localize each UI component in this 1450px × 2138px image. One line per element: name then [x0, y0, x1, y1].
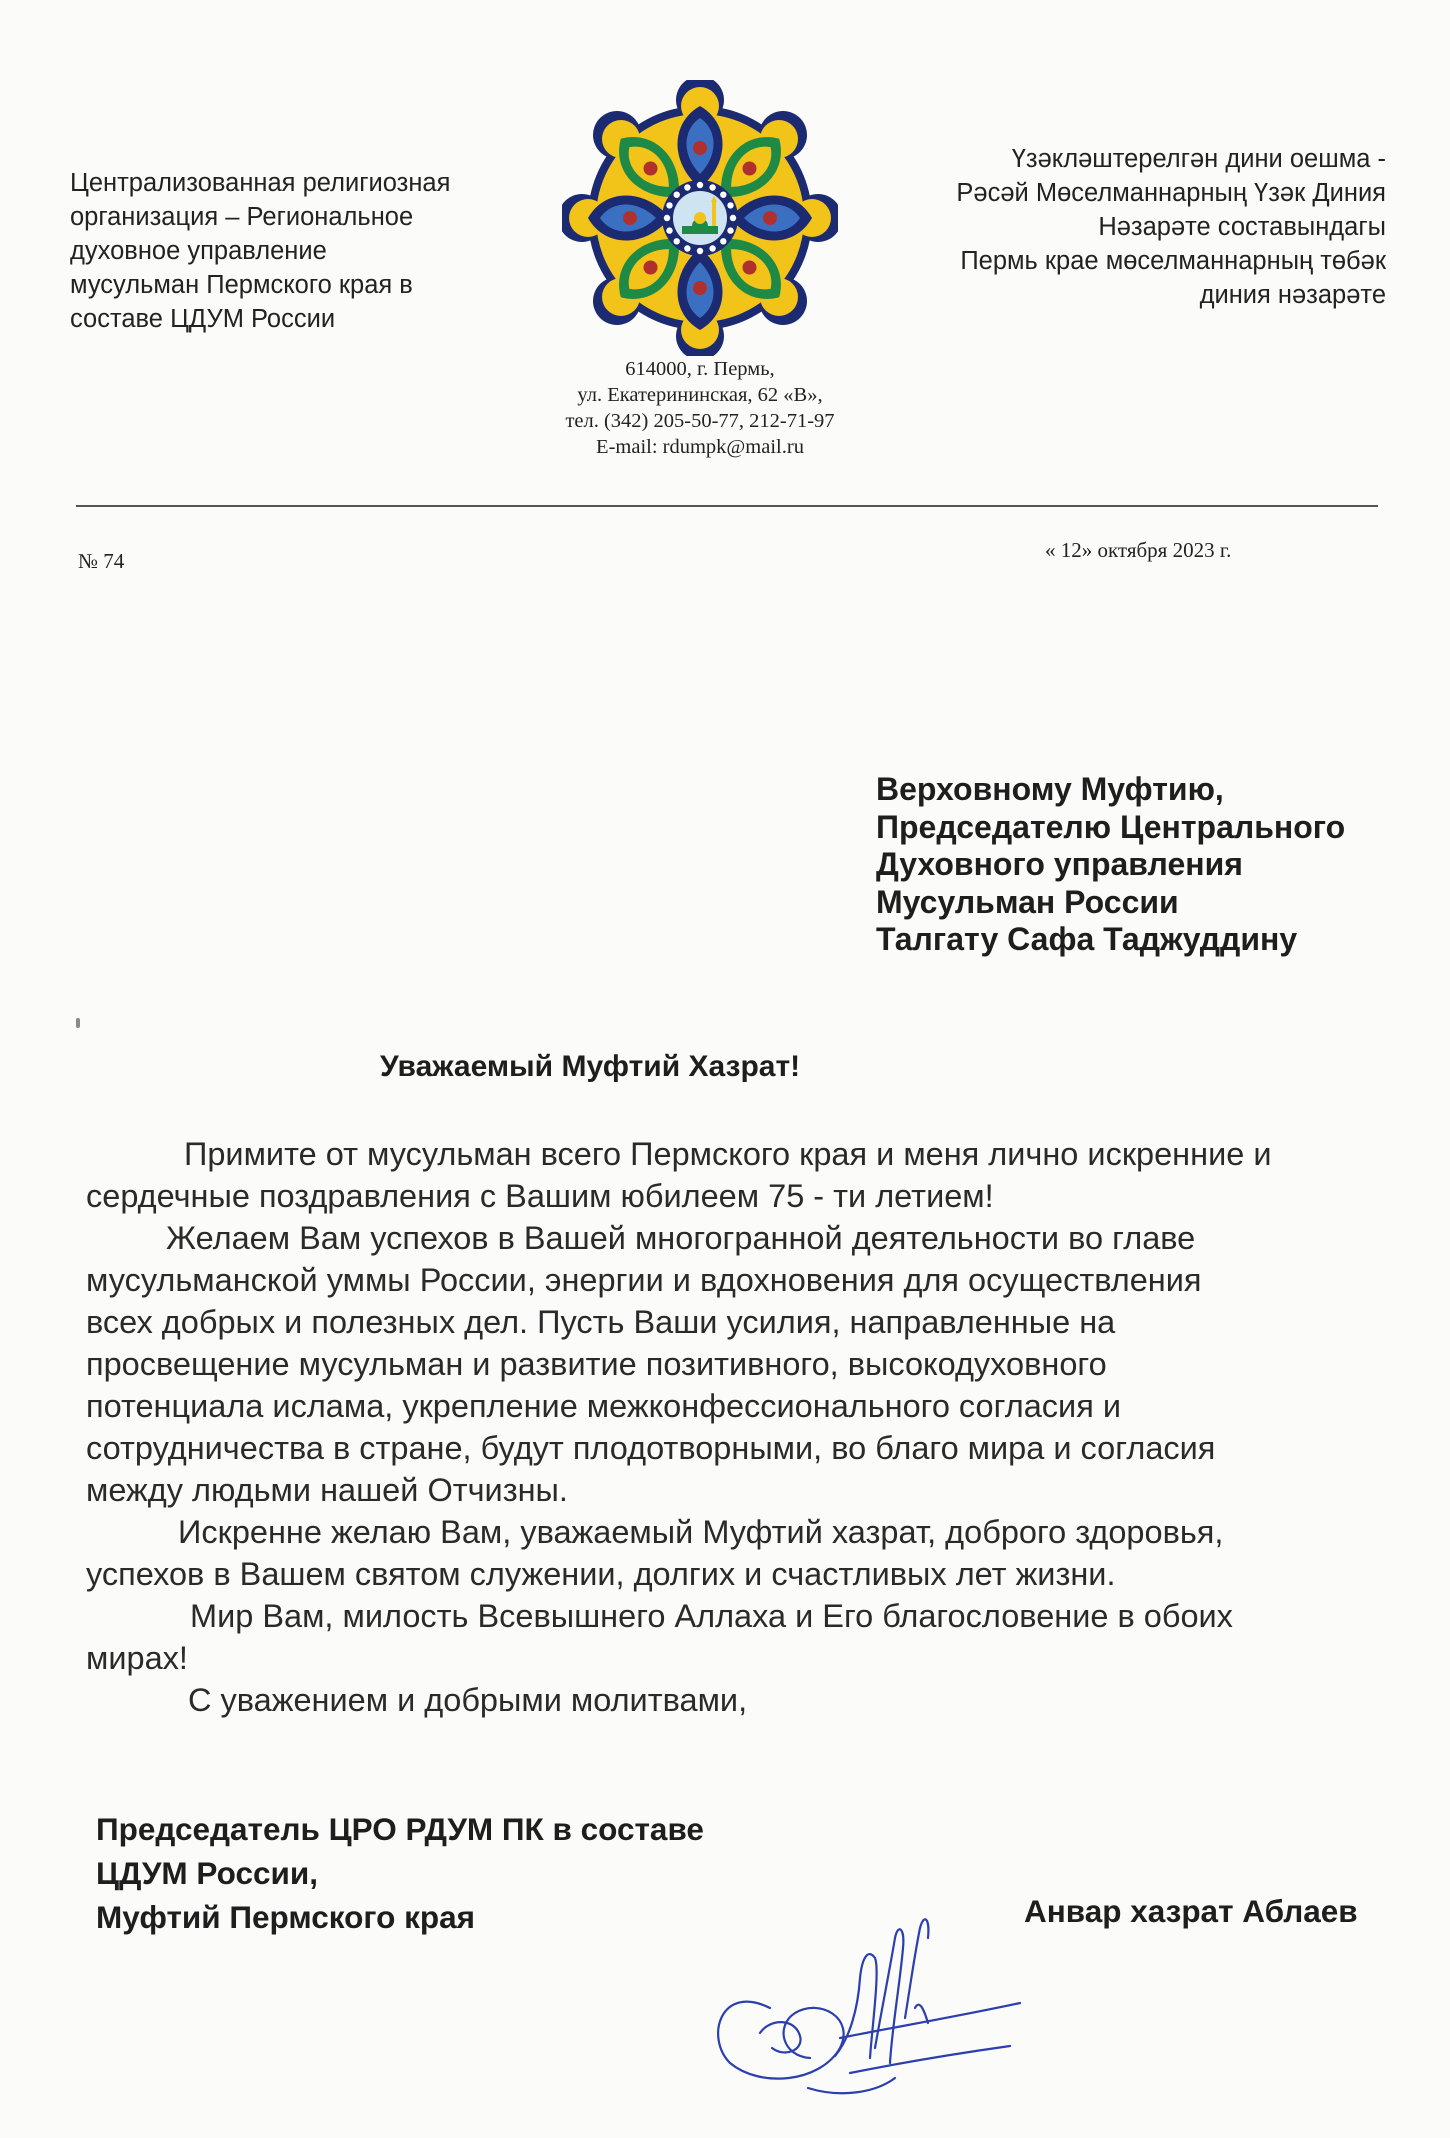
body-line: просвещение мусульман и развитие позитивного, высокодуховного [86, 1346, 1107, 1382]
document-number: № 74 [78, 549, 125, 573]
address-line: тел. (342) 205-50-77, 212-71-97 [565, 410, 835, 432]
body-line: Примите от мусульман всего Пермского края и меня лично искренние и [184, 1136, 1272, 1172]
org-name-line: диния нәзарәте [1199, 281, 1386, 309]
org-name-line: мусульман Пермского края в [70, 271, 413, 299]
letter-body [86, 1133, 1412, 1721]
closing-line: С уважением и добрыми молитвами, [188, 1682, 748, 1718]
org-name-line: организация – Региональное [70, 203, 414, 231]
body-line: сотрудничества в стране, будут плодотворными, во благо мира и согласия [86, 1430, 1216, 1466]
document-date: « 12» октября 2023 г. [1045, 538, 1232, 562]
recipient-line: Мусульман России [876, 883, 1179, 920]
scan-artifact [76, 1018, 80, 1028]
org-name-line: составе ЦДУМ России [70, 305, 336, 333]
org-address [510, 356, 890, 460]
address-line: 614000, г. Пермь, [625, 358, 775, 380]
address-line: ул. Екатерининская, 62 «В», [577, 384, 823, 406]
body-line: Мир Вам, милость Всевышнего Аллаха и Его благословение в обоих [190, 1598, 1233, 1634]
org-name-line: Үзәкләштерелгән дини оешма - [1011, 145, 1386, 173]
recipient-line: Талгату Сафа Таджуддину [876, 921, 1298, 957]
body-line: Желаем Вам успехов в Вашей многогранной деятельности во главе [166, 1220, 1196, 1256]
org-name-tatar [956, 142, 1386, 312]
recipient-block [876, 771, 1345, 959]
recipient-line: Верховному Муфтию, [876, 771, 1224, 807]
signer-title-line: Председатель ЦРО РДУМ ПК в составе [96, 1811, 704, 1847]
org-name-line: Централизованная религиозная [70, 169, 451, 197]
signer-title-line: Муфтий Пермского края [96, 1899, 475, 1935]
signer-title [96, 1807, 704, 1939]
body-line: Искренне желаю Вам, уважаемый Муфтий хазрат, доброго здоровья, [178, 1514, 1224, 1550]
body-line: между людьми нашей Отчизны. [86, 1472, 568, 1508]
org-name-line: Рәсәй Мөселманнарның Үзәк Диния [956, 179, 1386, 207]
org-name-line: Пермь крае мөселманнарның төбәк [960, 247, 1386, 275]
emblem-logo [562, 80, 838, 356]
body-line: успехов в Вашем святом служении, долгих и счастливых лет жизни. [86, 1556, 1116, 1592]
signer-name: Анвар хазрат Аблаев [1024, 1893, 1358, 1929]
email-line: E-mail: rdumpk@mail.ru [596, 436, 804, 458]
body-line: мусульманской уммы России, энергии и вдохновения для осуществления [86, 1262, 1202, 1298]
recipient-line: Председателю Центрального [876, 808, 1346, 845]
salutation: Уважаемый Муфтий Хазрат! [380, 1050, 801, 1083]
body-line: всех добрых и полезных дел. Пусть Ваши усилия, направленные на [86, 1304, 1116, 1340]
org-name-russian [70, 166, 450, 336]
handwritten-signature [700, 1888, 1030, 2103]
body-line: потенциала ислама, укрепление межконфессионального согласия и [86, 1388, 1121, 1424]
signer-title-line: ЦДУМ России, [96, 1855, 318, 1891]
org-name-line: Нәзарәте составындагы [1098, 213, 1386, 241]
body-line: мирах! [86, 1640, 188, 1676]
header-divider [76, 505, 1378, 507]
recipient-line: Духовного управления [876, 846, 1243, 882]
org-name-line: духовное управление [70, 237, 327, 265]
body-line: сердечные поздравления с Вашим юбилеем 75 - ти летием! [86, 1178, 994, 1214]
